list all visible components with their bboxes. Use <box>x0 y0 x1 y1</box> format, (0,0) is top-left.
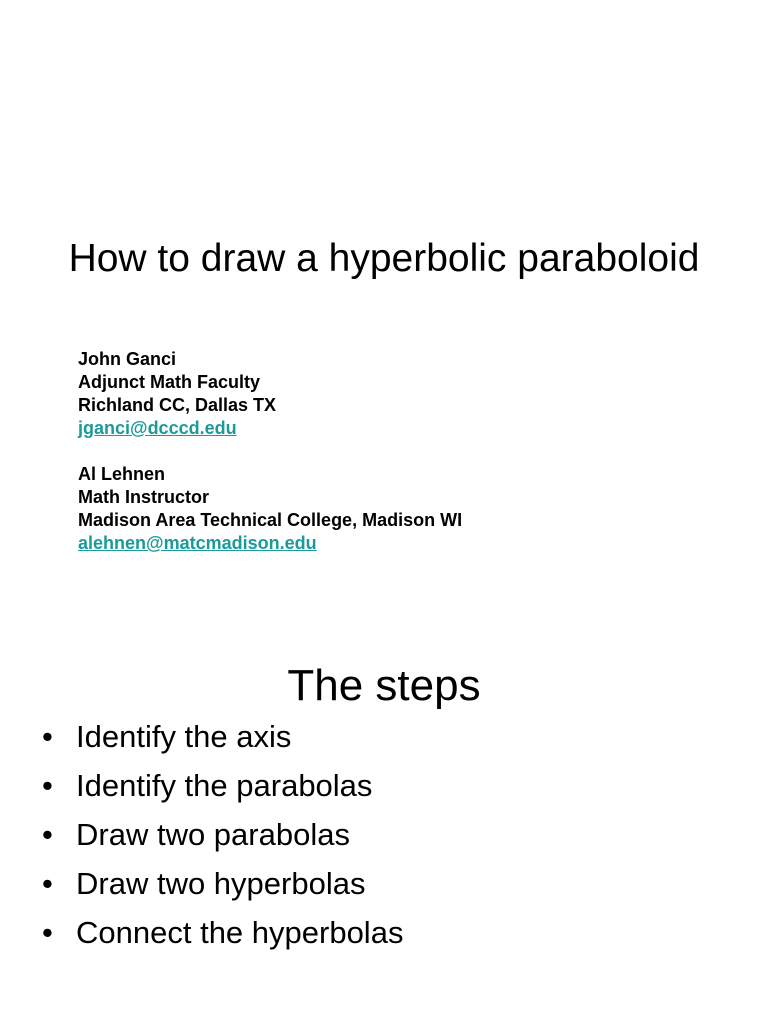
bullet-icon: • <box>42 719 53 754</box>
steps-list <box>42 712 403 957</box>
list-item <box>42 859 403 908</box>
list-item <box>42 908 403 957</box>
bullet-icon: • <box>42 866 53 901</box>
step-text: Identify the axis <box>76 719 292 754</box>
author-role: Adjunct Math Faculty <box>78 372 261 392</box>
list-item <box>42 712 403 761</box>
author-institution: Richland CC, Dallas TX <box>78 395 277 415</box>
author-block <box>78 463 462 555</box>
list-item <box>42 810 403 859</box>
steps-heading: The steps <box>287 660 481 710</box>
bullet-icon: • <box>42 915 53 950</box>
author-name: John Ganci <box>78 349 177 369</box>
list-item <box>42 761 403 810</box>
author-block <box>78 348 462 440</box>
bullet-icon: • <box>42 768 53 803</box>
author-email-link[interactable]: jganci@dcccd.edu <box>78 418 237 438</box>
slide-title: How to draw a hyperbolic paraboloid <box>68 237 700 281</box>
author-name: Al Lehnen <box>78 464 166 484</box>
author-institution: Madison Area Technical College, Madison WI <box>78 510 463 530</box>
step-text: Connect the hyperbolas <box>76 915 404 950</box>
author-email-link[interactable]: alehnen@matcmadison.edu <box>78 533 317 553</box>
bullet-icon: • <box>42 817 53 852</box>
step-text: Draw two hyperbolas <box>76 866 366 901</box>
author-role: Math Instructor <box>78 487 210 507</box>
step-text: Identify the parabolas <box>76 768 373 803</box>
author-list <box>78 348 462 555</box>
step-text: Draw two parabolas <box>76 817 350 852</box>
